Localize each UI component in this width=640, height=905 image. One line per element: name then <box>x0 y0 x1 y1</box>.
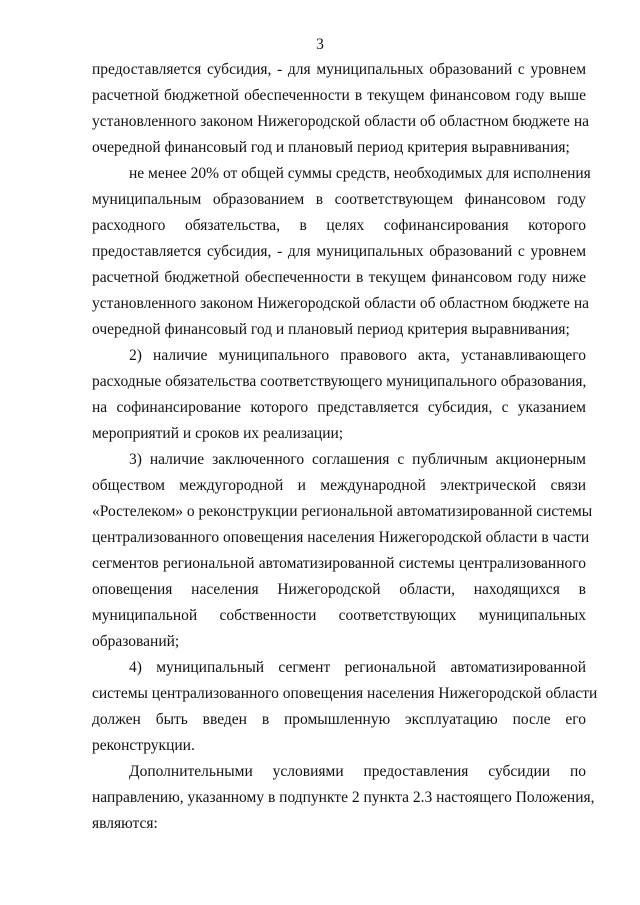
text-line: являются: <box>92 815 158 832</box>
text-line: установленного законом Нижегородской области об областном бюджете на <box>92 113 589 130</box>
text-line: обществом междугородной и международной электрической связи <box>92 477 586 494</box>
page-number: 3 <box>316 36 324 53</box>
text-line: централизованного оповещения населения Нижегородской области в части <box>92 529 590 546</box>
text-line: 3) наличие заключенного соглашения с публичным акционерным <box>129 451 586 468</box>
text-line: расчетной бюджетной обеспеченности в текущем финансовом году выше <box>92 87 586 104</box>
text-line: очередной финансовый год и плановый период критерия выравнивания; <box>92 321 570 338</box>
text-line: расходные обязательства соответствующего муниципального образования, <box>92 373 587 390</box>
text-line: расходного обязательства, в целях софинансирования которого <box>92 217 586 234</box>
text-line: системы централизованного оповещения населения Нижегородской области <box>92 685 598 702</box>
text-line: оповещения населения Нижегородской области, находящихся в <box>92 581 586 598</box>
text-line: предоставляется субсидия, - для муниципальных образований с уровнем <box>92 243 586 260</box>
text-line: «Ростелеком» о реконструкции региональной автоматизированной системы <box>92 503 593 520</box>
text-line: расчетной бюджетной обеспеченности в текущем финансовом году ниже <box>92 269 586 286</box>
document-body <box>92 57 598 837</box>
text-line: не менее 20% от общей суммы средств, необходимых для исполнения <box>129 165 591 182</box>
text-line: предоставляется субсидия, - для муниципальных образований с уровнем <box>92 61 586 78</box>
text-line: 2) наличие муниципального правового акта, устанавливающего <box>129 347 586 364</box>
text-line: сегментов региональной автоматизированной системы централизованного <box>92 555 586 572</box>
text-line: образований; <box>92 633 180 650</box>
text-line: муниципальным образованием в соответствующем финансовом году <box>92 191 586 208</box>
text-line: 4) муниципальный сегмент региональной автоматизированной <box>129 659 586 676</box>
text-line: должен быть введен в промышленную эксплуатацию после его <box>92 711 586 728</box>
text-line: реконструкции. <box>92 737 195 754</box>
text-line: муниципальной собственности соответствующих муниципальных <box>92 607 586 624</box>
text-line: Дополнительными условиями предоставления субсидии по <box>129 763 586 780</box>
text-line: очередной финансовый год и плановый период критерия выравнивания; <box>92 139 570 156</box>
text-line: установленного законом Нижегородской области об областном бюджете на <box>92 295 589 312</box>
text-line: на софинансирование которого представляется субсидия, с указанием <box>92 399 586 416</box>
text-line: мероприятий и сроков их реализации; <box>92 425 344 442</box>
text-line: направлению, указанному в подпункте 2 пункта 2.3 настоящего Положения, <box>92 789 595 806</box>
